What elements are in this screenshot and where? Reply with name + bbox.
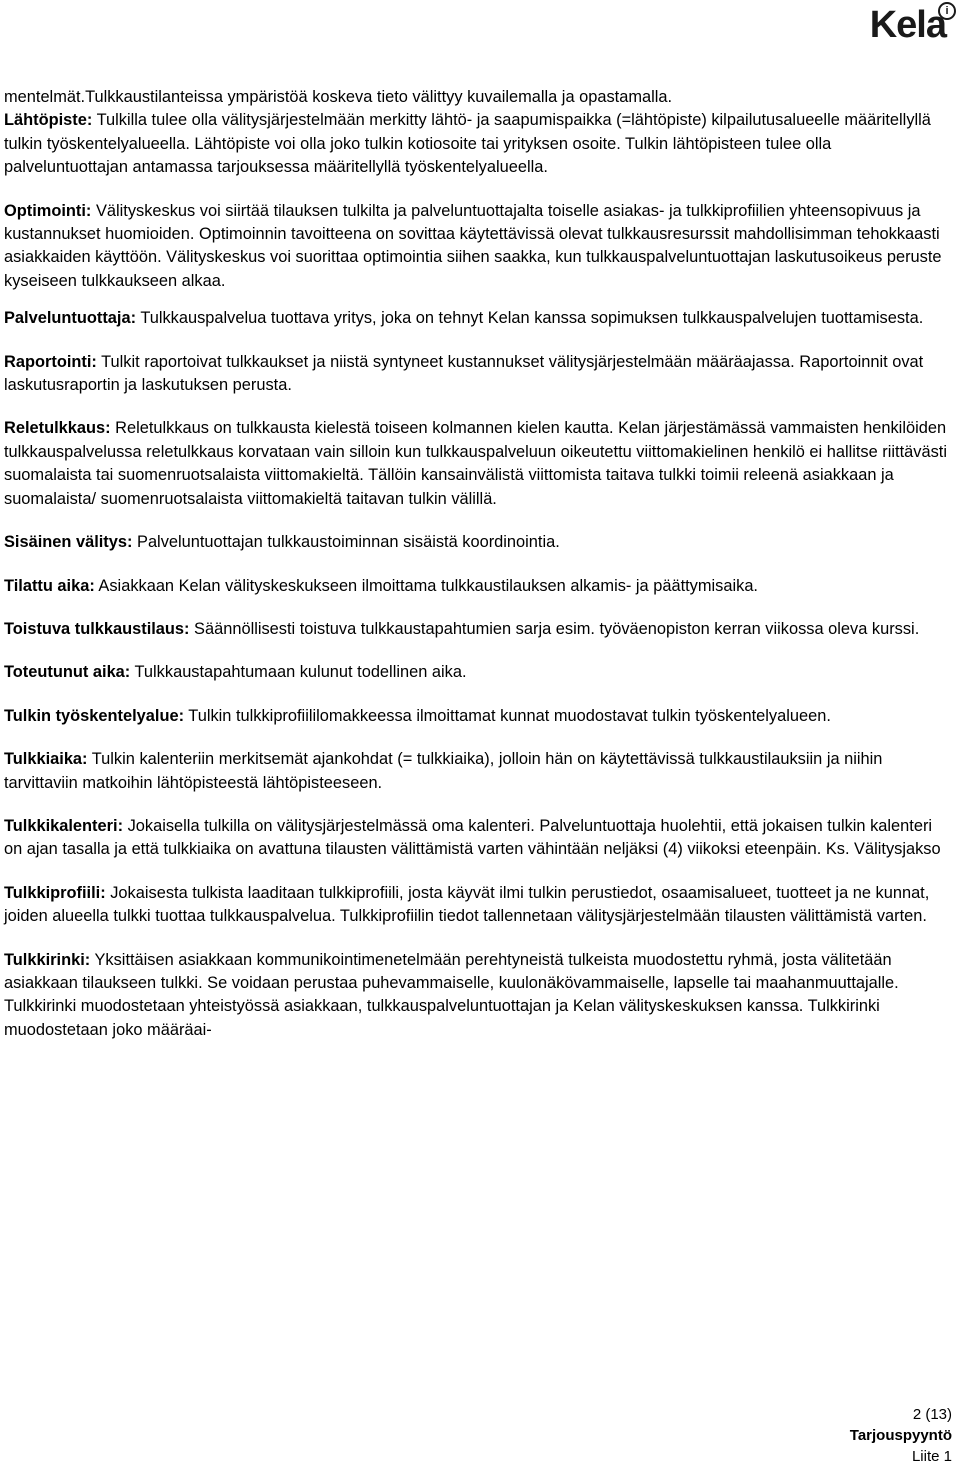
definition-toteutunut-aika	[4, 661, 948, 684]
definition-tulkkirinki	[4, 949, 948, 1043]
page-footer	[850, 1404, 952, 1467]
kela-logo	[870, 4, 946, 47]
definition-text: Jokaisesta tulkista laaditaan tulkkiprofiili, josta käyvät ilmi tulkin perustiedot, osaamisalueet, tuotteet ja ne kunnat, joiden alueella tulkki tuottaa tulkkauspalvelua. Tulkkiprofiilin tiedot tallennetaan välitysjärjestelmään tilausten välittämistä varten.	[4, 883, 930, 926]
info-icon: i	[938, 2, 956, 20]
definition-reletulkkaus	[4, 417, 948, 511]
definition-tulkin-tyoskentelyalue	[4, 705, 948, 728]
definition-term: Tulkkiprofiili:	[4, 883, 106, 902]
definition-term: Tulkkirinki:	[4, 950, 91, 969]
definition-term: Lähtöpiste:	[4, 111, 93, 130]
definition-text: Tulkin tulkkiprofiililomakkeessa ilmoittamat kunnat muodostavat tulkin työskentelyalueen.	[184, 706, 831, 725]
definition-term: Palveluntuottaja:	[4, 309, 137, 328]
definition-sisainen-valitys	[4, 531, 948, 554]
definition-tulkkiaika	[4, 748, 948, 795]
definition-text: Tulkin kalenteriin merkitsemät ajankohdat (= tulkkiaika), jolloin hän on käytettävissä tulkkaustilauksiin ja niihin tarvittaviin matkoihin lähtöpisteestä lähtöpisteeseen.	[4, 750, 883, 792]
definition-raportointi	[4, 351, 948, 398]
definition-text: Asiakkaan Kelan välityskeskukseen ilmoittama tulkkaustilauksen alkamis- ja päättymisaika.	[94, 576, 758, 595]
definition-tulkkiprofiili	[4, 882, 948, 929]
definition-toistuva-tulkkaustilaus	[4, 618, 948, 641]
definition-term: Reletulkkaus:	[4, 419, 111, 438]
definition-text: Säännöllisesti toistuva tulkkaustapahtumien sarja esim. työväenopiston kerran viikossa oleva kurssi.	[189, 619, 920, 638]
definition-lahtopiste	[4, 109, 948, 179]
definition-term: Optimointi:	[4, 201, 92, 220]
definition-text: Tulkkaustapahtumaan kulunut todellinen aika.	[130, 663, 467, 682]
document-body	[4, 86, 948, 1062]
definition-term: Tulkin työskentelyalue:	[4, 706, 185, 725]
paragraph-intro: mentelmät.Tulkkaustilanteissa ympäristöä koskeva tieto välittyy kuvailemalla ja opastamalla.	[4, 88, 673, 106]
definition-text: Tulkilla tulee olla välitysjärjestelmään merkitty lähtö- ja saapumispaikka (=lähtöpiste) kilpailutusalueelle määritellyllä tulkin työskentelyalueella. Lähtöpiste voi olla joko tulkin kotiosoite tai yrityksen osoite. Tulkin lähtöpisteen tulee olla palveluntuottajan antamassa tarjouksessa määritellyllä työskentelyalueella.	[4, 111, 931, 177]
document-name: Tarjouspyyntö	[849, 1427, 952, 1444]
definition-text: Reletulkkaus on tulkkausta kielestä toiseen kolmannen kielen kautta. Kelan järjestämässä vammaisten henkilöiden tulkkauspalvelussa reletulkkaus korvataan vain silloin kun tulkkauspalveluun oikeutettu viittomakielinen henkilö ei hallitse riittävästi suomalaista tai suomenruotsalaista viittomakieltä. Tällöin kansainvälistä viittomista taitava tulkki toimii releenä asiakkaan ja suomalaista/ suomenruotsalaista viittomakieltä taitavan tulkin välillä.	[4, 419, 947, 508]
definition-text: Palveluntuottajan tulkkaustoiminnan sisäistä koordinointia.	[132, 533, 560, 552]
logo-text: Kela	[869, 4, 946, 46]
definition-tulkkikalenteri	[4, 815, 948, 862]
definition-palveluntuottaja	[4, 307, 948, 330]
attachment-label: Liite 1	[911, 1448, 952, 1465]
definition-term: Raportointi:	[4, 352, 97, 371]
definition-text: Tulkit raportoivat tulkkaukset ja niistä syntyneet kustannukset välitysjärjestelmään määräajassa. Raportoinnit ovat laskutusraportin ja laskutuksen perusta.	[4, 352, 924, 395]
definition-term: Tulkkiaika:	[4, 750, 88, 769]
definition-term: Sisäinen välitys:	[4, 533, 133, 552]
definition-term: Tulkkikalenteri:	[4, 816, 124, 835]
definition-text: Tulkkauspalvelua tuottava yritys, joka on tehnyt Kelan kanssa sopimuksen tulkkauspalvelujen tuottamisesta.	[136, 309, 924, 328]
definition-text: Välityskeskus voi siirtää tilauksen tulkilta ja palveluntuottajalta toiselle asiakas- ja tulkkiprofiilien yhteensopivuus ja kustannukset huomioiden. Optimoinnin tavoitteena on sovittaa käytettävissä olevat tulkkausresurssit mahdollisimman tehokkaasti asiakkaiden käyttöön. Välityskeskus voi suorittaa optimointia siihen saakka, kun tulkkauspalveluntuottajan laskutusoikeus peruste kyseiseen tulkkaukseen alkaa.	[4, 201, 942, 290]
definition-optimointi	[4, 200, 948, 294]
definition-term: Tilattu aika:	[4, 576, 95, 595]
definition-tilattu-aika	[4, 575, 948, 598]
definition-term: Toistuva tulkkaustilaus:	[4, 619, 190, 638]
definition-term: Toteutunut aika:	[4, 663, 131, 682]
page-number: 2 (13)	[912, 1406, 952, 1423]
definition-text: Yksittäisen asiakkaan kommunikointimenetelmään perehtyneistä tulkeista muodostettu ryhmä, josta välitetään asiakkaan tilaukseen tulkki. Se voidaan perustaa puhevammaiselle, kuulonäkövammaiselle, lapselle tai maahanmuuttajalle. Tulkkirinki muodostetaan yhteistyössä asiakkaan, tulkkauspalveluntuottajan ja Kelan välityskeskuksen kanssa. Tulkkirinki muodostetaan joko määräai-	[4, 950, 899, 1039]
definition-text: Jokaisella tulkilla on välitysjärjestelmässä oma kalenteri. Palveluntuottaja huolehtii, että jokaisen tulkin kalenteri on ajan tasalla ja että tulkkiaika on avattuna tilausten välittämistä varten vähintään neljäksi (4) viikoksi eteenpäin. Ks. Välitysjakso	[4, 816, 941, 859]
